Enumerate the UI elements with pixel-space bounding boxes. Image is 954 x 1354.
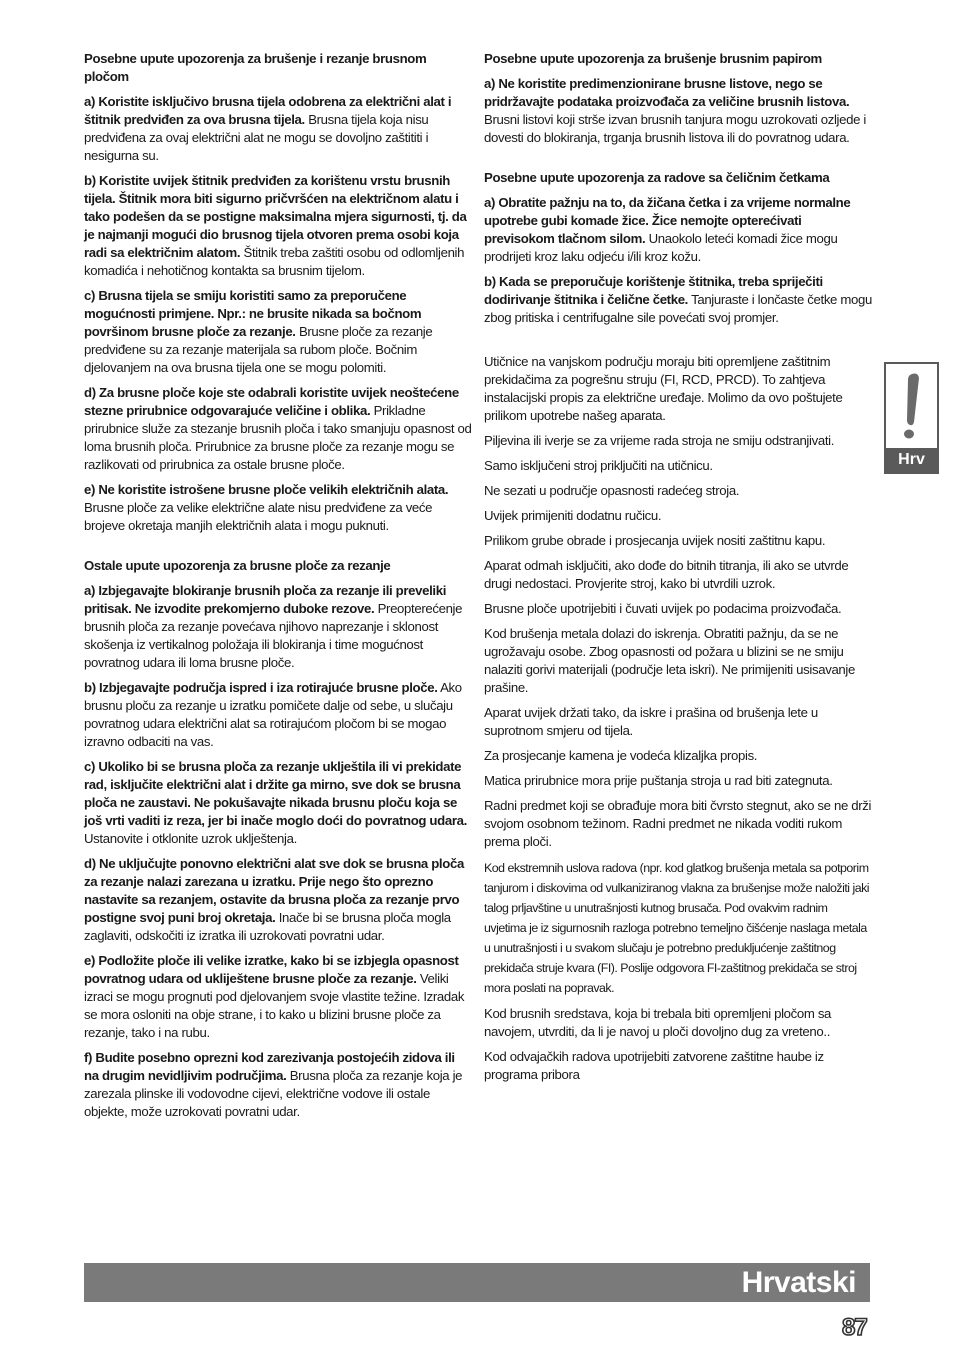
- paragraph: c) Brusna tijela se smiju koristiti samo za preporučene mogućnosti primjene. Npr.: ne brusite nikada sa bočnom površinom brusne ploče za rezanje. Brusne ploče za rezanje predviđene su za rezanje materijala sa rubom ploče. Bočnim djelovanjem na ova brusna tijela one se mogu polomiti.: [84, 288, 433, 375]
- paragraph: Kod brusnih sredstava, koja bi trebala biti opremljeni pločom sa navojem, utvrditi, da li je navoj u ploči dovoljno dug za vreteno..: [484, 1006, 832, 1039]
- paragraph: e) Ne koristite istrošene brusne ploče velikih električnih alata. Brusne ploče za velike električne alate nisu predviđene za veće brojeve okretaja manjih električnih alata i mogu puknuti.: [84, 482, 449, 533]
- paragraph: Aparat uvijek držati tako, da iskre i prašina od brušenja lete u suprotnom smjeru od tijela.: [484, 705, 818, 738]
- paragraph: Za prosjecanje kamena je vodeća klizaljka propis.: [484, 748, 758, 763]
- paragraph: Kod ekstremnih uslova radova (npr. kod glatkog brušenja metala sa potporim tanjurom i diskovima od vulkaniziranog vlakna za brušenjse može naložiti jaki talog prljavštine u unutrašnjosti kutnog brusača. Pod ovakvim radnim uvjetima je iz sigurnosnih razloga potrebno temeljno čišćenje naslaga metala u unutrašnjosti i u svakom slučaju je potrebno predukljućenje zaštitnog prekidača struje kvara (FI). Poslije odgovora FI-zaštitnog prekidača se stroj mora poslati na popravak.: [484, 861, 870, 995]
- paragraph: Piljevina ili iverje se za vrijeme rada stroja ne smiju odstranjivati.: [484, 433, 835, 448]
- paragraph: Matica prirubnice mora prije puštanja stroja u rad biti zategnuta.: [484, 773, 833, 788]
- language-title: Hrvatski: [741, 1266, 856, 1299]
- language-side-tab: [884, 362, 939, 474]
- paragraph: e) Podložite ploče ili velike izratke, kako bi se izbjegla opasnost povratnog udara od ukliještene brusne ploče za rezanje. Veliki izraci se mogu prognuti pod djelovanjem svoje vlastite težine. Izradak se mora osloniti na obje strane, i to kako u blizini brusne ploče za rezanje, tako i na rubu.: [84, 953, 465, 1040]
- paragraph: a) Ne koristite predimenzionirane brusne listove, nego se pridržavajte podataka proizvođača za veličine brusnih listova. Brusni listovi koji strše izvan brusnih tanjura mogu uzrokovati ozljede i dovesti do blokiranja, trganja brusnih listova ili do povratnog udara.: [484, 76, 866, 145]
- section-heading: Posebne upute upozorenja za radove sa čeličnim četkama: [484, 170, 830, 185]
- page-number: 87: [842, 1314, 867, 1341]
- paragraph: b) Kada se preporučuje korištenje štitnika, treba spriječiti dodirivanje štitnika i čelične četke. Tanjuraste i lončaste četke mogu zbog pritiska i centrifugalne sile povećati svoj promjer.: [484, 274, 872, 325]
- paragraph: b) Izbjegavajte područja ispred i iza rotirajuće brusne ploče. Ako brusnu ploču za rezanje u izratku pomičete dalje od sebe, u slučaju povratnog udara električni alat sa rotirajućom pločom bi se mogao izravno odbaciti na vas.: [84, 680, 462, 749]
- paragraph: a) Obratite pažnju na to, da žičana četka i za vrijeme normalne upotrebe gubi komade žice. Žice nemojte opterećivati previsokom tlačnom silom. Unaokolo leteći komadi žice mogu prodrijeti kroz laku odjeću i/ili kroz kožu.: [484, 195, 851, 264]
- paragraph: Radni predmet koji se obrađuje mora biti čvrsto stegnut, ako se ne drži svojom osobnom težinom. Radni predmet ne nikada voditi rukom prema ploči.: [484, 798, 872, 849]
- paragraph: Brusne ploče upotrijebiti i čuvati uvijek po podacima proizvođača.: [484, 601, 842, 616]
- paragraph: d) Za brusne ploče koje ste odabrali koristite uvijek neoštećene stezne prirubnice odgovarajuće veličine i oblika. Prikladne prirubnice služe za stezanje brusnih ploča i tako smanjuju opasnost od loma brusnih ploča. Prirubnice za brusne ploče za rezanje mogu se razlikovati od prirubnica za ostale brusne ploče.: [84, 385, 472, 472]
- paragraph: Prilikom grube obrade i prosjecanja uvijek nositi zaštitnu kapu.: [484, 533, 826, 548]
- paragraph: Samo isključeni stroj priključiti na utičnicu.: [484, 458, 713, 473]
- paragraph: b) Koristite uvijek štitnik predviđen za korištenu vrstu brusnih tijela. Štitnik mora biti sigurno pričvršćen na električnom alatu i tako podešen da se postigne maksimalna mjera sigurnosti, tj. da je najmanji mogući dio brusnog tijela otvoren prema osobi koja radi sa električnim alatom. Štitnik treba zaštiti osobu od odlomljenih komadića i nehotičnog kontakta sa brusnim tijelom.: [84, 173, 467, 278]
- section-heading: Posebne upute upozorenja za brušenje brusnim papirom: [484, 51, 822, 66]
- language-code: Hrv: [898, 451, 925, 468]
- paragraph: a) Koristite isključivo brusna tijela odobrena za električni alat i štitnik predviđen za ova brusna tijela. Brusna tijela koja nisu predviđena za ovaj električni alat ne mogu se dovoljno zaštititi i nesigurna su.: [84, 94, 452, 163]
- paragraph: d) Ne uključujte ponovno električni alat sve dok se brusna ploča za rezanje nalazi zarezana u izratku. Prije nego što oprezno nastavite sa rezanjem, ostavite da brusna ploča za rezanje prvo postigne svoj puni broj okretaja. Inače bi se brusna ploča mogla zaglaviti, odskočiti iz izratka ili uzrokovati povratni udar.: [84, 856, 464, 943]
- paragraph: Uvijek primijeniti dodatnu ručicu.: [484, 508, 662, 523]
- paragraph: Kod brušenja metala dolazi do iskrenja. Obratiti pažnju, da se ne ugrožavaju osobe. Zbog opasnosti od požara u blizini se ne smiju nalaziti gorivi materijali (područje leta iskri). Ne primijeniti usisavanje prašine.: [484, 626, 855, 695]
- paragraph: Utičnice na vanjskom području moraju biti opremljene zaštitnim prekidačima za pogrešnu struju (FI, RCD, PRCD). To zahtjeva instalacijski propis za električne uređaje. Molimo da ovo poštujete prilikom upotrebe našeg aparata.: [484, 354, 843, 423]
- paragraph: Ne sezati u područje opasnosti radećeg stroja.: [484, 483, 740, 498]
- paragraph: c) Ukoliko bi se brusna ploča za rezanje uklještila ili vi prekidate rad, isključite električni alat i držite ga mirno, sve dok se brusna ploča ne zaustavi. Ne pokušavajte nikada brusnu ploču koja se još vrti vaditi iz reza, jer bi inače moglo doći do povratnog udara. Ustanovite i otklonite uzrok uklještenja.: [84, 759, 467, 846]
- paragraph: Kod odvajačkih radova upotrijebiti zatvorene zaštitne haube iz programa pribora: [484, 1049, 824, 1082]
- left-column: [84, 50, 472, 1128]
- warning-exclamation-icon: [886, 364, 937, 448]
- section-heading: Ostale upute upozorenja za brusne ploče za rezanje: [84, 558, 391, 573]
- paragraph: f) Budite posebno oprezni kod zarezivanja postojećih zidova ili na drugim nevidljivim područjima. Brusna ploča za rezanje koja je zarezala plinske ili vodovodne cijevi, električne vodove ili ostale objekte, može uzrokovati povratni udar.: [84, 1050, 463, 1119]
- paragraph: a) Izbjegavajte blokiranje brusnih ploča za rezanje ili preveliki pritisak. Ne izvodite prekomjerno duboke rezove. Preopterećenje brusnih ploča za rezanje povećava njihovo naprezanje i sklonost skošenja iz vertikalnog položaja ili blokiranja i time mogućnost povratnog udara ili loma brusne ploče.: [84, 583, 463, 670]
- right-column: [484, 50, 872, 1091]
- footer-bar: [84, 1263, 870, 1302]
- section-heading: Posebne upute upozorenja za brušenje i rezanje brusnom pločom: [84, 51, 427, 84]
- paragraph: Aparat odmah isključiti, ako dođe do bitnih titranja, ili ako se utvrde drugi nedostaci. Provjerite stroj, kako bi utvrdili uzrok.: [484, 558, 849, 591]
